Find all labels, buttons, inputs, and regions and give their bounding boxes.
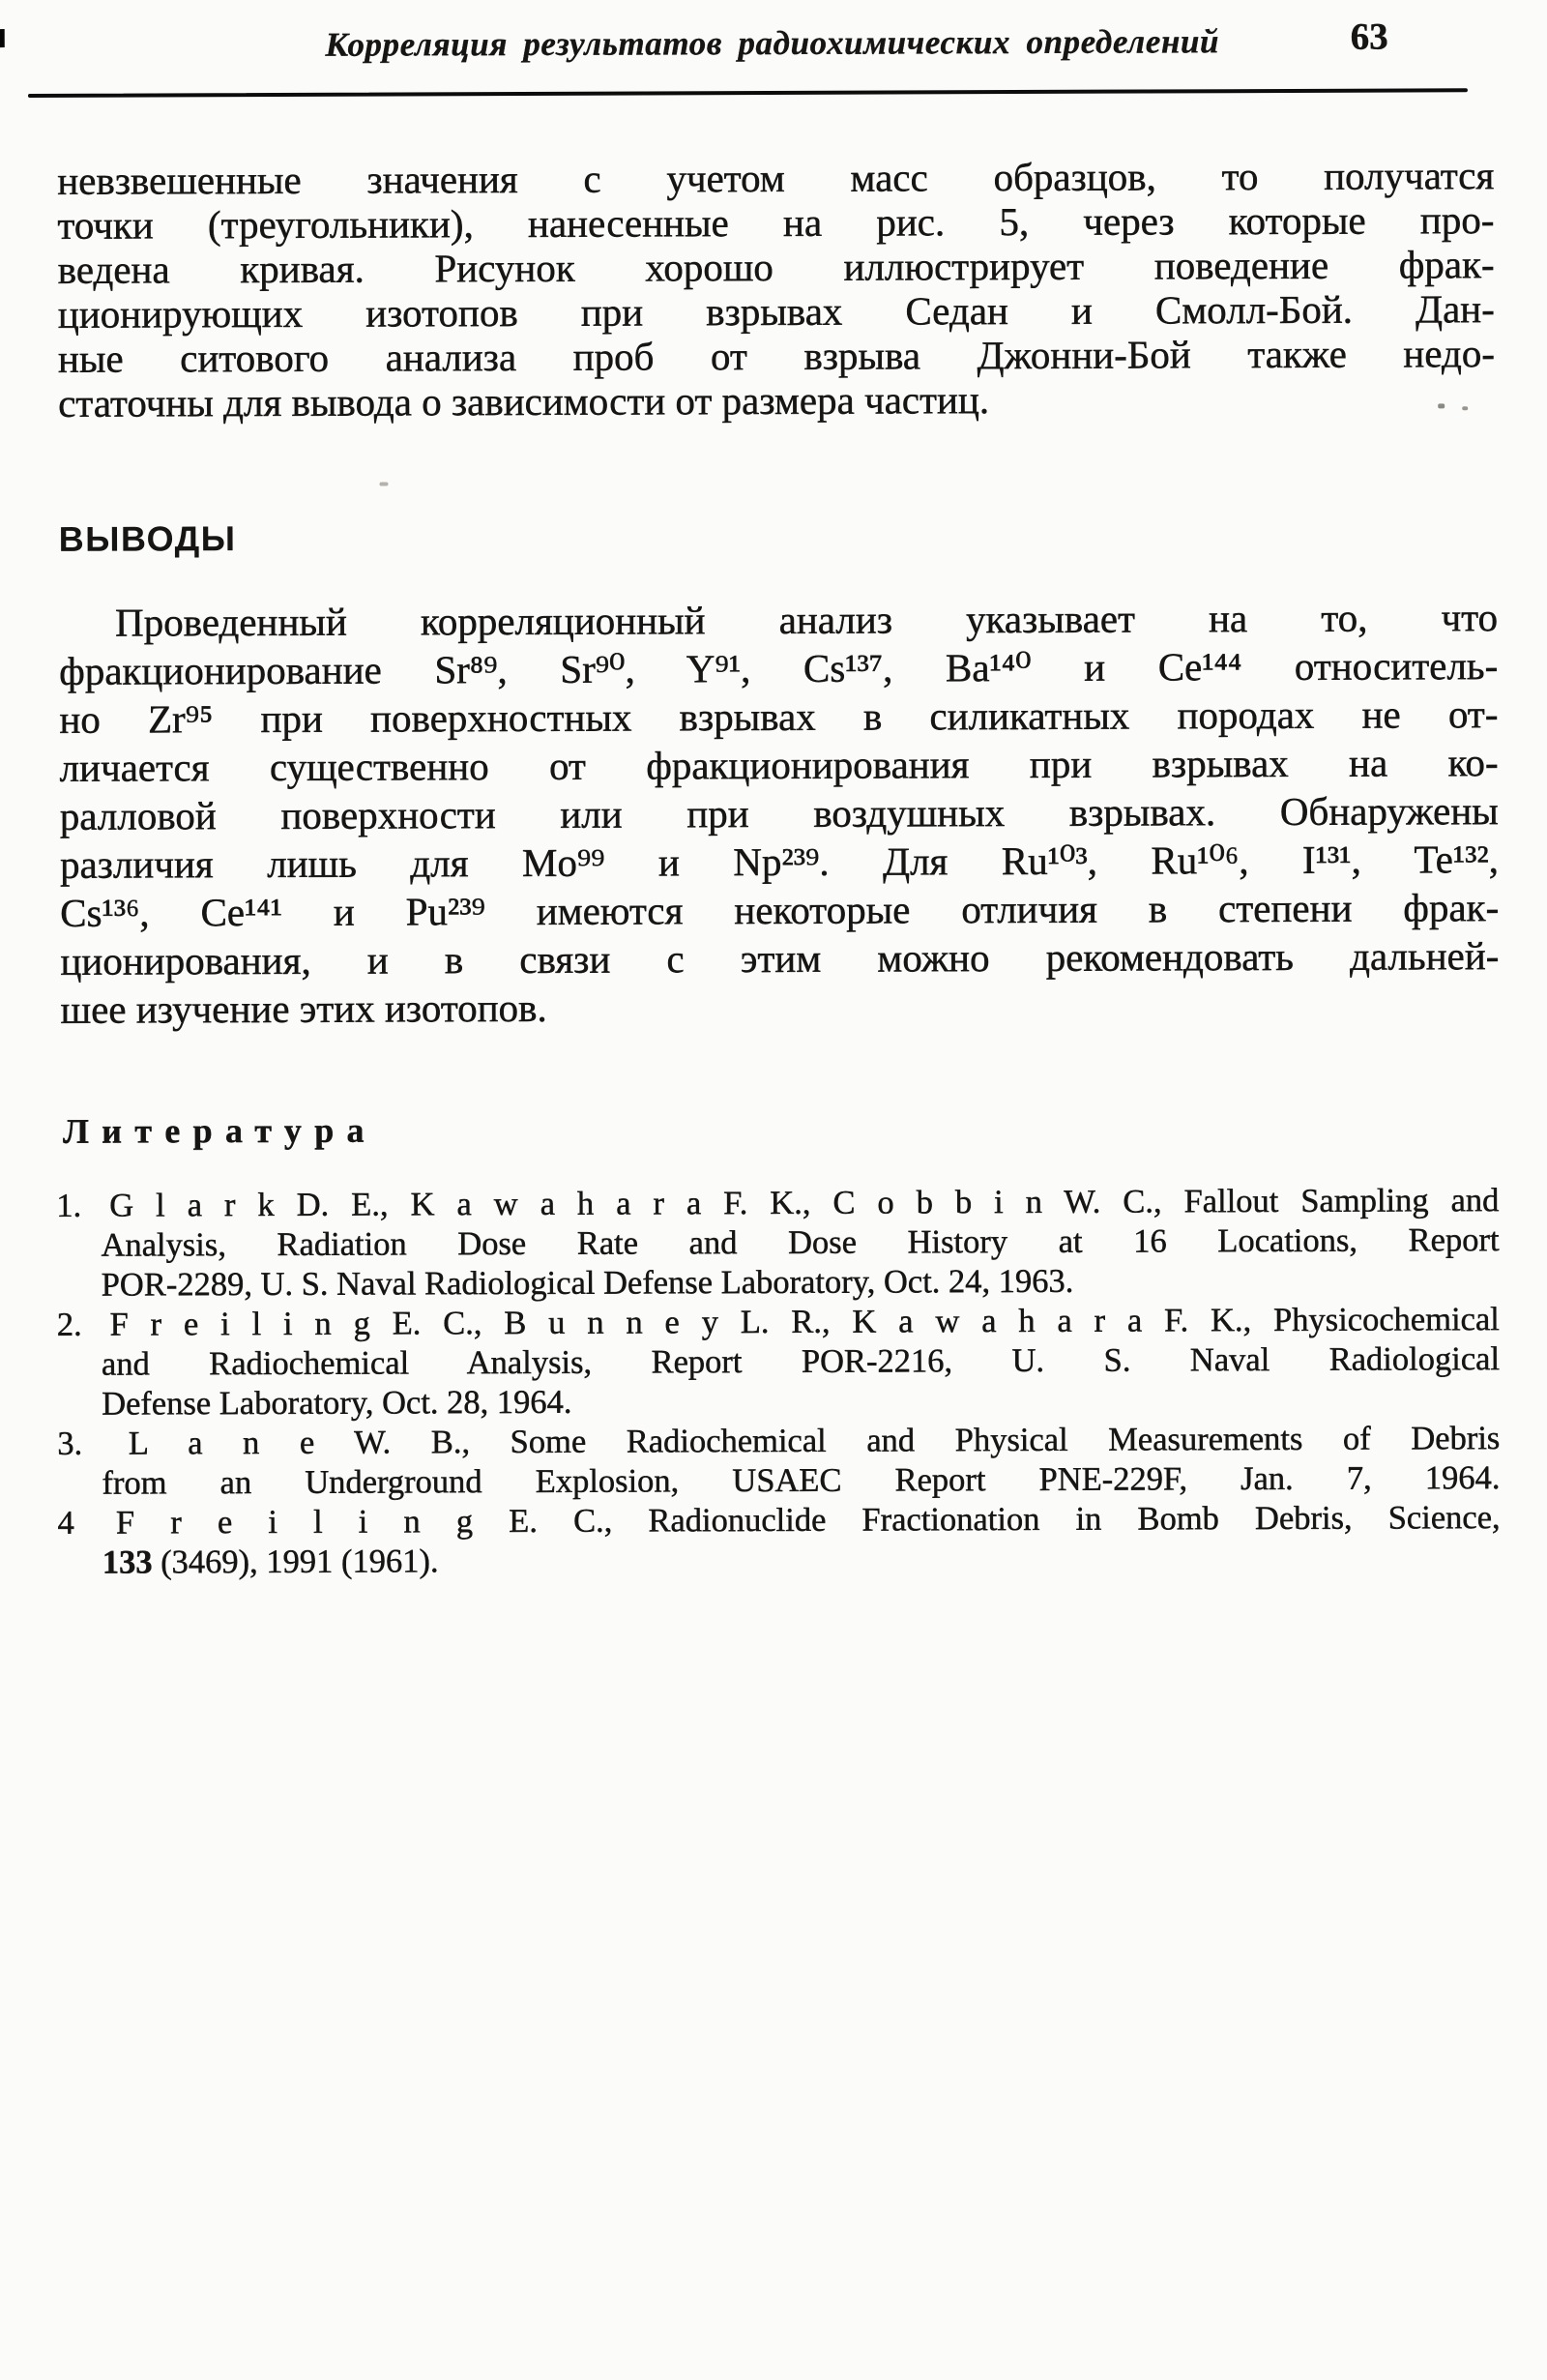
text-line: но Zr⁹⁵ при поверхностных взрывах в силикатных породах не от- [59,691,1499,742]
reference-number: 2. [56,1306,82,1343]
reference-line [57,1419,1501,1464]
scan-speck [1462,406,1468,410]
text-line: Cs¹³⁶, Ce¹⁴¹ и Pu²³⁹ имеются некоторые отличия в степени фрак- [60,885,1500,935]
text-line: точки (треугольники), нанесенные на рис. 5, через которые про- [57,197,1495,248]
reference-text: L a n e W. B., Some Radiochemical and Physical Measurements of Debris [128,1420,1501,1462]
text-line: личается существенно от фракционирования при взрывах на ко- [59,740,1499,790]
text-line: статочны для вывода о зависимости от размера частиц. [58,377,990,426]
intro-paragraph [57,153,1495,426]
scan-speck [379,483,388,486]
text-line: невзвешенные значения с учетом масс образцов, то получатся [57,153,1495,203]
text-line: ведена кривая. Рисунок хорошо иллюстрирует поведение фрак- [57,242,1495,292]
text-line: ционирования, и в связи с этим можно рекомендовать дальней- [60,933,1500,984]
reference-volume: 133 [102,1543,153,1581]
reference-line: Analysis, Radiation Dose Rate and Dose History at 16 Locations, Report [101,1221,1500,1264]
reference-line [102,1538,1501,1583]
reference-text: (3469), 1991 (1961). [152,1543,439,1581]
reference-text: G l a r k D. E., K a w a h a r a F. K., C o b b i n W. C., Fallout Sampling and [109,1182,1500,1224]
text-line: шее изучение этих изотопов. [60,984,547,1032]
page-number: 63 [1350,15,1388,58]
literature-heading: Литература [62,1110,377,1151]
reference-line [56,1300,1500,1345]
reference-line [56,1181,1500,1226]
running-title: Корреляция результатов радиохимических определений [325,22,1220,64]
reference-number: 3. [57,1425,83,1462]
text-line: ные ситового анализа проб от взрыва Джонни-Бой также недо- [57,331,1496,381]
scan-speck [1438,403,1445,408]
references-list [56,1181,1501,1583]
reference-item [58,1498,1501,1583]
reference-item [57,1419,1500,1504]
reference-item [56,1181,1499,1306]
text-line: ционирующих изотопов при взрывах Седан и Смолл-Бой. Дан- [57,286,1495,337]
conclusions-heading: ВЫВОДЫ [58,518,237,559]
text-line: ралловой поверхности или при воздушных взрывах. Обнаружены [59,788,1499,838]
reference-text: F r e i l i n g E. C., Radionuclide Fractionation in Bomb Debris, Science, [115,1499,1501,1542]
text-line: Проведенный корреляционный анализ указывает на то, что [114,595,1499,645]
scan-speck [0,29,5,47]
text-line: фракционирование Sr⁸⁹, Sr⁹⁰, Y⁹¹, Cs¹³⁷, Ba¹⁴⁰ и Ce¹⁴⁴ относитель- [59,643,1499,693]
reference-item [57,1300,1500,1425]
reference-text: F r e i l i n g E. C., B u n n e y L. R., K a w a h a r a F. K., Physicochemical [109,1301,1500,1343]
reference-line [57,1498,1501,1543]
reference-line: from an Underground Explosion, USAEC Report PNE-229F, Jan. 7, 1964. [102,1459,1501,1502]
reference-line: Defense Laboratory, Oct. 28, 1964. [102,1383,572,1423]
text-line: различия лишь для Mo⁹⁹ и Np²³⁹. Для Ru¹⁰³, Ru¹⁰⁶, I¹³¹, Te¹³², [59,837,1500,887]
reference-number: 4 [57,1504,74,1542]
header-rule [28,88,1468,98]
reference-number: 1. [56,1187,82,1224]
reference-line: POR-2289, U. S. Naval Radiological Defense Laboratory, Oct. 24, 1963. [101,1262,1074,1304]
reference-line: and Radiochemical Analysis, Report POR-2216, U. S. Naval Radiological [101,1340,1501,1383]
conclusions-paragraph [59,593,1500,1034]
